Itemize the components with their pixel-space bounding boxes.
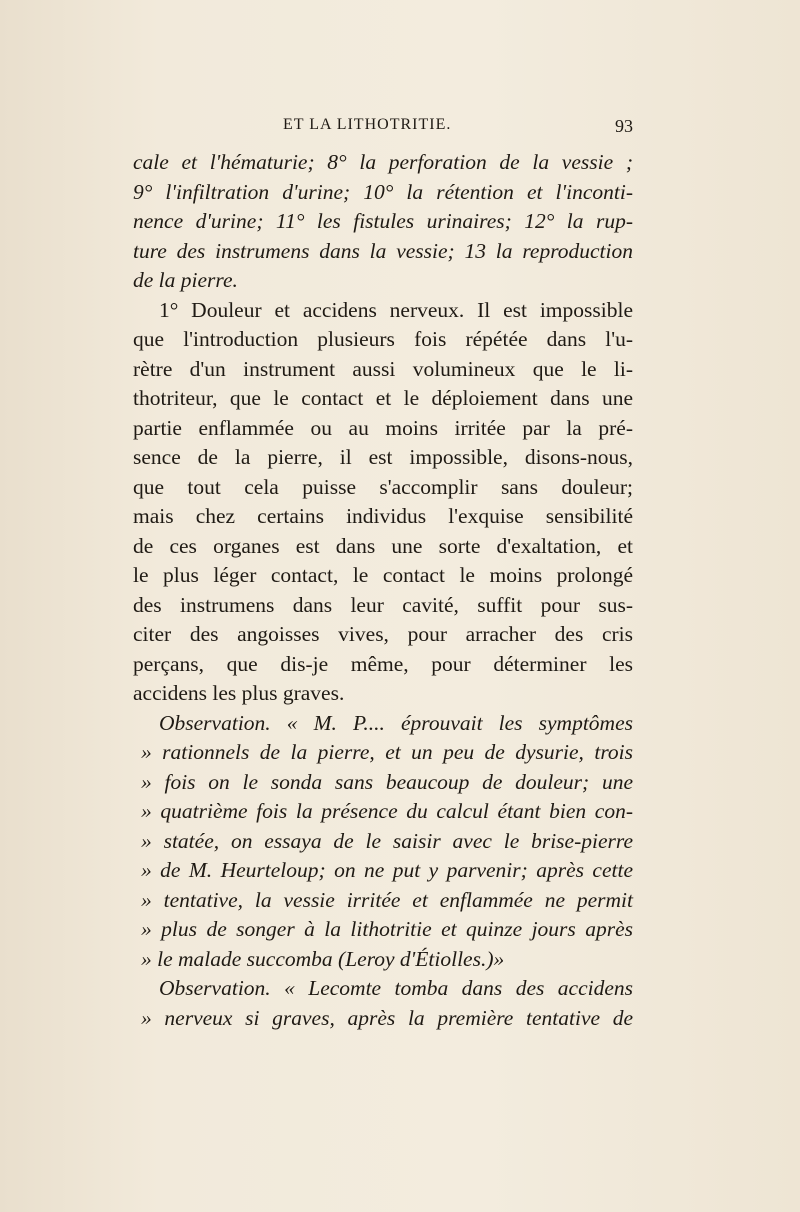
text-line: perçans, que dis-je même, pour déterminer les xyxy=(133,651,633,676)
text-line: cale et l'hématurie; 8° la perforation de la vessie ; xyxy=(133,150,633,174)
text-line: rètre d'un instrument aussi volumineux que le li- xyxy=(133,356,633,381)
quote-line: » nerveux si graves, après la première tentative de xyxy=(141,1005,633,1030)
text-line: que l'introduction plusieurs fois répétée dans l'u- xyxy=(133,327,633,351)
quote-line: » de M. Heurteloup; on ne put y parvenir; après cette xyxy=(141,858,633,882)
observation-heading-line: Observation. « M. P.... éprouvait les symptômes xyxy=(159,710,633,735)
text-line: nence d'urine; 11° les fistules urinaires; 12° la rup- xyxy=(133,209,633,233)
page-number: 93 xyxy=(615,116,633,136)
text-line: le plus léger contact, le contact le moins prolongé xyxy=(133,563,633,587)
text-line: ture des instrumens dans la vessie; 13 la reproduction xyxy=(133,238,633,263)
text-line: 1° Douleur et accidens nerveux. Il est impossible xyxy=(159,297,633,322)
text-line: accidens les plus graves. xyxy=(133,681,345,705)
observation-heading-line: Observation. « Lecomte tomba dans des accidens xyxy=(159,976,633,1000)
running-title: ET LA LITHOTRITIE. xyxy=(283,116,452,133)
text-line: de la pierre. xyxy=(133,268,238,292)
quote-line: » statée, on essaya de le saisir avec le brise-pierre xyxy=(141,828,633,853)
text-line: sence de la pierre, il est impossible, disons-nous, xyxy=(133,445,633,469)
page-body xyxy=(133,148,633,1033)
text-line: 9° l'infiltration d'urine; 10° la rétention et l'inconti- xyxy=(133,179,633,204)
text-line: que tout cela puisse s'accomplir sans douleur; xyxy=(133,474,633,499)
quote-line: » quatrième fois la présence du calcul étant bien con- xyxy=(141,799,633,823)
quote-line: » fois on le sonda sans beaucoup de douleur; une xyxy=(141,769,633,794)
text-line: thotriteur, que le contact et le déploiement dans une xyxy=(133,386,633,410)
text-line: mais chez certains individus l'exquise sensibilité xyxy=(133,504,633,528)
quote-line: » le malade succomba (Leroy d'Étiolles.)» xyxy=(141,946,505,971)
quote-line: » rationnels de la pierre, et un peu de dysurie, trois xyxy=(141,740,633,764)
quote-line: » tentative, la vessie irritée et enflammée ne permit xyxy=(141,887,633,912)
text-line: partie enflammée ou au moins irritée par la pré- xyxy=(133,415,633,440)
text-line: de ces organes est dans une sorte d'exaltation, et xyxy=(133,533,633,558)
text-line: citer des angoisses vives, pour arracher des cris xyxy=(133,622,633,646)
quote-line: » plus de songer à la lithotritie et quinze jours après xyxy=(141,917,633,941)
page-header xyxy=(133,116,633,140)
text-line: des instrumens dans leur cavité, suffit pour sus- xyxy=(133,592,633,617)
